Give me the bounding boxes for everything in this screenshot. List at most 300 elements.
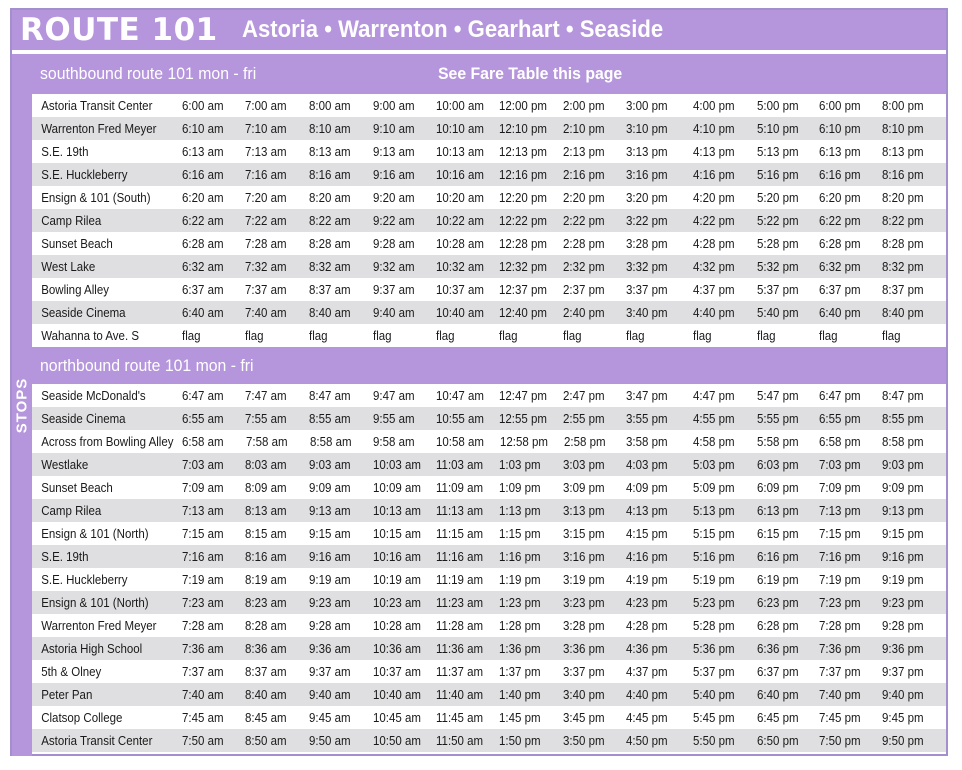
time-text: 9:28 am xyxy=(372,236,415,251)
table-row xyxy=(32,453,946,476)
departure-time xyxy=(693,619,757,633)
time-text: 12:58 pm xyxy=(499,434,548,449)
time-text: 6:32 pm xyxy=(819,259,861,274)
departure-time xyxy=(757,329,820,343)
time-text: 4:55 pm xyxy=(692,411,735,426)
time-text: 4:36 pm xyxy=(626,641,668,656)
departure-time xyxy=(626,642,693,656)
time-text: 7:45 pm xyxy=(819,710,861,725)
stop-name: Ensign & 101 (North) xyxy=(41,595,149,610)
departure-time xyxy=(436,711,500,725)
time-text: 2:37 pm xyxy=(563,282,605,297)
departure-time xyxy=(563,458,626,472)
time-text: 8:00 pm xyxy=(882,98,924,113)
time-text: 6:36 pm xyxy=(756,641,799,656)
time-text: 6:37 pm xyxy=(819,282,861,297)
time-text: 8:28 am xyxy=(245,618,287,633)
table-row xyxy=(32,186,946,209)
time-text: 4:10 pm xyxy=(692,121,735,136)
departure-time xyxy=(182,237,246,251)
departure-time xyxy=(245,665,309,679)
time-text: 9:55 am xyxy=(372,411,415,426)
departure-time xyxy=(819,435,882,449)
time-text: 12:16 pm xyxy=(499,167,548,182)
table-row xyxy=(32,499,946,522)
departure-time xyxy=(309,665,373,679)
time-text: 12:28 pm xyxy=(499,236,548,251)
departure-time xyxy=(499,237,563,251)
departure-time xyxy=(563,688,626,702)
departure-time xyxy=(245,711,309,725)
time-text: 10:37 am xyxy=(435,282,484,297)
departure-time xyxy=(436,283,500,297)
departure-time xyxy=(245,458,309,472)
time-text: 8:28 am xyxy=(309,236,351,251)
time-text: 3:40 pm xyxy=(626,305,668,320)
departure-time xyxy=(182,596,246,610)
departure-time xyxy=(309,642,373,656)
time-text: 4:13 pm xyxy=(692,144,735,159)
time-text: 5:37 pm xyxy=(756,282,799,297)
time-text: 12:22 pm xyxy=(499,213,548,228)
departure-time xyxy=(626,99,693,113)
time-text: 6:20 pm xyxy=(819,190,861,205)
departure-time xyxy=(563,481,626,495)
departure-time xyxy=(499,734,563,748)
time-text: 10:32 am xyxy=(435,259,484,274)
time-text: 9:40 am xyxy=(372,305,415,320)
time-text: 11:13 am xyxy=(435,503,483,518)
departure-time xyxy=(693,168,757,182)
stop-name: Across from Bowling Alley xyxy=(41,434,174,449)
departure-time xyxy=(757,260,820,274)
time-text: 4:28 pm xyxy=(626,618,668,633)
departure-time xyxy=(563,168,626,182)
stop-name: S.E. Huckleberry xyxy=(41,167,128,182)
departure-time xyxy=(245,168,309,182)
departure-time xyxy=(373,214,436,228)
departure-time xyxy=(882,550,946,564)
departure-time xyxy=(882,306,946,320)
time-text: 9:37 pm xyxy=(882,664,924,679)
fare-table-note: See Fare Table this page xyxy=(438,64,623,83)
time-text: 8:13 am xyxy=(245,503,287,518)
table-row xyxy=(32,591,946,614)
departure-time xyxy=(309,619,373,633)
time-text: 8:37 am xyxy=(309,282,351,297)
departure-time xyxy=(309,527,373,541)
time-text: 1:36 pm xyxy=(499,641,542,656)
time-text: 11:23 am xyxy=(435,595,483,610)
departure-time xyxy=(563,283,626,297)
departure-time xyxy=(373,527,436,541)
stop-name: Astoria Transit Center xyxy=(41,98,153,113)
time-text: 10:15 am xyxy=(372,526,421,541)
stop-name: Seaside Cinema xyxy=(41,305,126,320)
time-text: 4:37 pm xyxy=(626,664,668,679)
time-text: 6:00 am xyxy=(181,98,224,113)
departure-time xyxy=(563,504,626,518)
departure-time xyxy=(309,481,373,495)
time-text: 9:09 am xyxy=(309,480,351,495)
departure-time xyxy=(309,550,373,564)
departure-time xyxy=(693,458,757,472)
time-text: 8:36 am xyxy=(245,641,287,656)
departure-time xyxy=(373,329,436,343)
departure-time xyxy=(563,191,626,205)
departure-time xyxy=(693,573,757,587)
departure-time xyxy=(693,145,757,159)
departure-time xyxy=(693,481,757,495)
departure-time xyxy=(182,527,246,541)
departure-time xyxy=(245,99,309,113)
departure-time xyxy=(373,168,436,182)
time-text: 5:16 pm xyxy=(756,167,799,182)
time-text: 12:10 pm xyxy=(499,121,548,136)
table-row xyxy=(32,278,946,301)
southbound-table xyxy=(32,94,946,347)
departure-time xyxy=(819,734,882,748)
departure-time xyxy=(626,481,693,495)
time-text: 10:58 am xyxy=(436,434,484,449)
time-text: 10:03 am xyxy=(372,457,421,472)
time-text: 5:16 pm xyxy=(692,549,735,564)
departure-time xyxy=(182,99,246,113)
departure-time xyxy=(882,711,946,725)
departure-time xyxy=(626,527,693,541)
time-text: 9:13 am xyxy=(309,503,351,518)
departure-time xyxy=(693,306,757,320)
time-text: 4:32 pm xyxy=(692,259,735,274)
time-text: 11:03 am xyxy=(435,457,483,472)
departure-time xyxy=(882,665,946,679)
time-text: 1:13 pm xyxy=(499,503,542,518)
departure-time xyxy=(882,260,946,274)
departure-time xyxy=(882,619,946,633)
time-text: flag xyxy=(181,328,201,343)
time-text: 10:23 am xyxy=(372,595,421,610)
departure-time xyxy=(182,389,246,403)
time-text: 11:16 am xyxy=(435,549,483,564)
time-text: 4:00 pm xyxy=(692,98,735,113)
departure-time xyxy=(245,734,309,748)
table-row xyxy=(32,117,946,140)
time-text: 9:28 pm xyxy=(882,618,924,633)
departure-time xyxy=(693,435,757,449)
time-text: 3:19 pm xyxy=(563,572,605,587)
time-text: 9:36 am xyxy=(309,641,351,656)
departure-time xyxy=(499,389,563,403)
departure-time xyxy=(373,573,436,587)
departure-time xyxy=(757,283,820,297)
time-text: 1:15 pm xyxy=(499,526,542,541)
departure-time xyxy=(626,688,693,702)
stop-name: 5th & Olney xyxy=(41,664,102,679)
time-text: 6:55 am xyxy=(181,411,224,426)
northbound-header xyxy=(32,347,946,384)
time-text: flag xyxy=(245,328,264,343)
departure-time xyxy=(757,573,820,587)
time-text: 6:20 am xyxy=(181,190,224,205)
time-text: 9:40 am xyxy=(309,687,351,702)
departure-time xyxy=(499,145,563,159)
time-text: 4:40 pm xyxy=(626,687,668,702)
departure-time xyxy=(819,214,882,228)
time-text: 11:19 am xyxy=(435,572,483,587)
time-text: 7:32 am xyxy=(245,259,287,274)
departure-time xyxy=(563,665,626,679)
departure-time xyxy=(499,329,563,343)
departure-time xyxy=(882,573,946,587)
time-text: 1:16 pm xyxy=(499,549,542,564)
departure-time xyxy=(757,122,820,136)
departure-time xyxy=(373,122,436,136)
departure-time xyxy=(436,145,500,159)
title-bar xyxy=(12,10,946,52)
departure-time xyxy=(436,573,500,587)
departure-time xyxy=(182,481,246,495)
time-text: 7:03 pm xyxy=(819,457,861,472)
departure-time xyxy=(309,573,373,587)
time-text: 4:45 pm xyxy=(626,710,668,725)
time-text: 1:40 pm xyxy=(499,687,542,702)
departure-time xyxy=(563,573,626,587)
time-text: 6:58 pm xyxy=(819,434,862,449)
departure-time xyxy=(757,306,820,320)
time-text: 9:09 pm xyxy=(882,480,924,495)
departure-time xyxy=(436,191,500,205)
time-text: 5:32 pm xyxy=(756,259,799,274)
time-text: 6:16 am xyxy=(181,167,224,182)
departure-time xyxy=(819,504,882,518)
table-row xyxy=(32,209,946,232)
time-text: 3:23 pm xyxy=(563,595,605,610)
time-text: 4:37 pm xyxy=(692,282,735,297)
departure-time xyxy=(436,504,500,518)
time-text: 10:40 am xyxy=(372,687,421,702)
departure-time xyxy=(757,389,820,403)
departure-time xyxy=(757,619,820,633)
time-text: 1:23 pm xyxy=(499,595,542,610)
time-text: 8:55 am xyxy=(309,411,351,426)
time-text: 3:13 pm xyxy=(626,144,668,159)
time-text: 7:19 pm xyxy=(819,572,861,587)
stop-name: Astoria Transit Center xyxy=(41,733,153,748)
departure-time xyxy=(819,145,882,159)
time-text: 9:50 am xyxy=(309,733,351,748)
time-text: 10:47 am xyxy=(435,388,484,403)
departure-time xyxy=(309,283,373,297)
departure-time xyxy=(182,435,246,449)
departure-time xyxy=(626,306,693,320)
time-text: 6:13 pm xyxy=(819,144,861,159)
time-text: 8:10 pm xyxy=(882,121,924,136)
departure-time xyxy=(757,412,820,426)
departure-time xyxy=(819,642,882,656)
departure-time xyxy=(309,145,373,159)
departure-time xyxy=(693,412,757,426)
departure-time xyxy=(182,665,246,679)
time-text: 7:37 am xyxy=(245,282,287,297)
time-text: 8:19 am xyxy=(245,572,287,587)
time-text: 6:15 pm xyxy=(756,526,799,541)
departure-time xyxy=(882,389,946,403)
departure-time xyxy=(693,283,757,297)
departure-time xyxy=(757,688,820,702)
departure-time xyxy=(563,412,626,426)
time-text: 9:15 am xyxy=(309,526,351,541)
departure-time xyxy=(693,99,757,113)
departure-time xyxy=(563,619,626,633)
departure-time xyxy=(563,237,626,251)
time-text: 5:20 pm xyxy=(756,190,799,205)
time-text: 10:20 am xyxy=(435,190,484,205)
departure-time xyxy=(245,329,309,343)
time-text: 6:03 pm xyxy=(756,457,799,472)
departure-time xyxy=(436,596,500,610)
time-text: 6:55 pm xyxy=(819,411,861,426)
table-row xyxy=(32,255,946,278)
time-text: 6:58 am xyxy=(182,434,224,449)
departure-time xyxy=(245,412,309,426)
table-row xyxy=(32,324,946,347)
table-row xyxy=(32,683,946,706)
time-text: 4:50 pm xyxy=(626,733,668,748)
table-row xyxy=(32,729,946,752)
departure-time xyxy=(373,665,436,679)
departure-time xyxy=(309,412,373,426)
departure-time xyxy=(882,412,946,426)
time-text: 3:32 pm xyxy=(626,259,668,274)
departure-time xyxy=(563,99,626,113)
table-row xyxy=(32,660,946,683)
time-text: 6:28 am xyxy=(181,236,224,251)
departure-time xyxy=(309,711,373,725)
time-text: 6:28 pm xyxy=(819,236,861,251)
time-text: 9:19 am xyxy=(309,572,351,587)
departure-time xyxy=(693,237,757,251)
time-text: 9:16 pm xyxy=(882,549,924,564)
departure-time xyxy=(626,329,693,343)
time-text: flag xyxy=(435,328,455,343)
departure-time xyxy=(373,734,436,748)
time-text: 6:16 pm xyxy=(756,549,799,564)
route-towns: Astoria • Warrenton • Gearhart • Seaside xyxy=(241,16,663,43)
time-text: 7:16 am xyxy=(245,167,287,182)
departure-time xyxy=(500,435,564,449)
time-text: 7:28 am xyxy=(245,236,287,251)
time-text: 10:16 am xyxy=(372,549,421,564)
time-text: 8:50 am xyxy=(245,733,287,748)
departure-time xyxy=(626,191,693,205)
departure-time xyxy=(757,596,820,610)
departure-time xyxy=(882,504,946,518)
departure-time xyxy=(819,329,882,343)
departure-time xyxy=(693,191,757,205)
departure-time xyxy=(436,237,500,251)
time-text: 5:40 pm xyxy=(692,687,735,702)
time-text: 5:58 pm xyxy=(756,434,799,449)
time-text: 12:37 pm xyxy=(499,282,548,297)
departure-time xyxy=(309,191,373,205)
departure-time xyxy=(693,596,757,610)
departure-time xyxy=(309,329,373,343)
departure-time xyxy=(757,734,820,748)
route-schedule xyxy=(10,8,948,756)
time-text: 2:58 pm xyxy=(563,434,606,449)
departure-time xyxy=(373,481,436,495)
stop-name: Sunset Beach xyxy=(41,480,113,495)
departure-time xyxy=(757,237,820,251)
time-text: 4:22 pm xyxy=(692,213,735,228)
time-text: 5:47 pm xyxy=(756,388,799,403)
time-text: 2:32 pm xyxy=(563,259,605,274)
time-text: 7:00 am xyxy=(245,98,287,113)
departure-time xyxy=(882,283,946,297)
departure-time xyxy=(309,389,373,403)
departure-time xyxy=(563,550,626,564)
departure-time xyxy=(499,504,563,518)
time-text: 7:15 am xyxy=(181,526,224,541)
departure-time xyxy=(693,688,757,702)
time-text: 5:45 pm xyxy=(692,710,735,725)
departure-time xyxy=(182,306,246,320)
departure-time xyxy=(757,711,820,725)
departure-time xyxy=(819,389,882,403)
time-text: 10:13 am xyxy=(435,144,484,159)
time-text: 3:20 pm xyxy=(626,190,668,205)
departure-time xyxy=(373,504,436,518)
departure-time xyxy=(626,214,693,228)
departure-time xyxy=(245,619,309,633)
time-text: 3:28 pm xyxy=(563,618,605,633)
departure-time xyxy=(182,550,246,564)
time-text: 9:32 am xyxy=(372,259,415,274)
time-text: 10:40 am xyxy=(435,305,484,320)
time-text: 6:50 pm xyxy=(756,733,799,748)
time-text: 10:09 am xyxy=(372,480,421,495)
departure-time xyxy=(882,145,946,159)
departure-time xyxy=(693,122,757,136)
departure-time xyxy=(499,283,563,297)
time-text: 4:16 pm xyxy=(692,167,735,182)
departure-time xyxy=(436,99,500,113)
departure-time xyxy=(819,596,882,610)
departure-time xyxy=(563,214,626,228)
departure-time xyxy=(564,435,627,449)
time-text: 8:32 pm xyxy=(882,259,924,274)
departure-time xyxy=(882,237,946,251)
departure-time xyxy=(757,435,820,449)
stop-name: Peter Pan xyxy=(41,687,93,702)
table-row xyxy=(32,384,946,407)
departure-time xyxy=(626,596,693,610)
departure-time xyxy=(757,168,820,182)
table-row xyxy=(32,706,946,729)
departure-time xyxy=(563,145,626,159)
time-text: 7:37 pm xyxy=(819,664,861,679)
time-text: 7:16 am xyxy=(181,549,224,564)
time-text: 7:50 am xyxy=(181,733,224,748)
time-text: 10:16 am xyxy=(435,167,484,182)
time-text: 10:19 am xyxy=(372,572,421,587)
time-text: 10:37 am xyxy=(372,664,421,679)
time-text: 8:32 am xyxy=(309,259,351,274)
time-text: 7:40 pm xyxy=(819,687,861,702)
time-text: 4:16 pm xyxy=(626,549,668,564)
time-text: 2:28 pm xyxy=(563,236,605,251)
time-text: 7:58 am xyxy=(245,434,288,449)
